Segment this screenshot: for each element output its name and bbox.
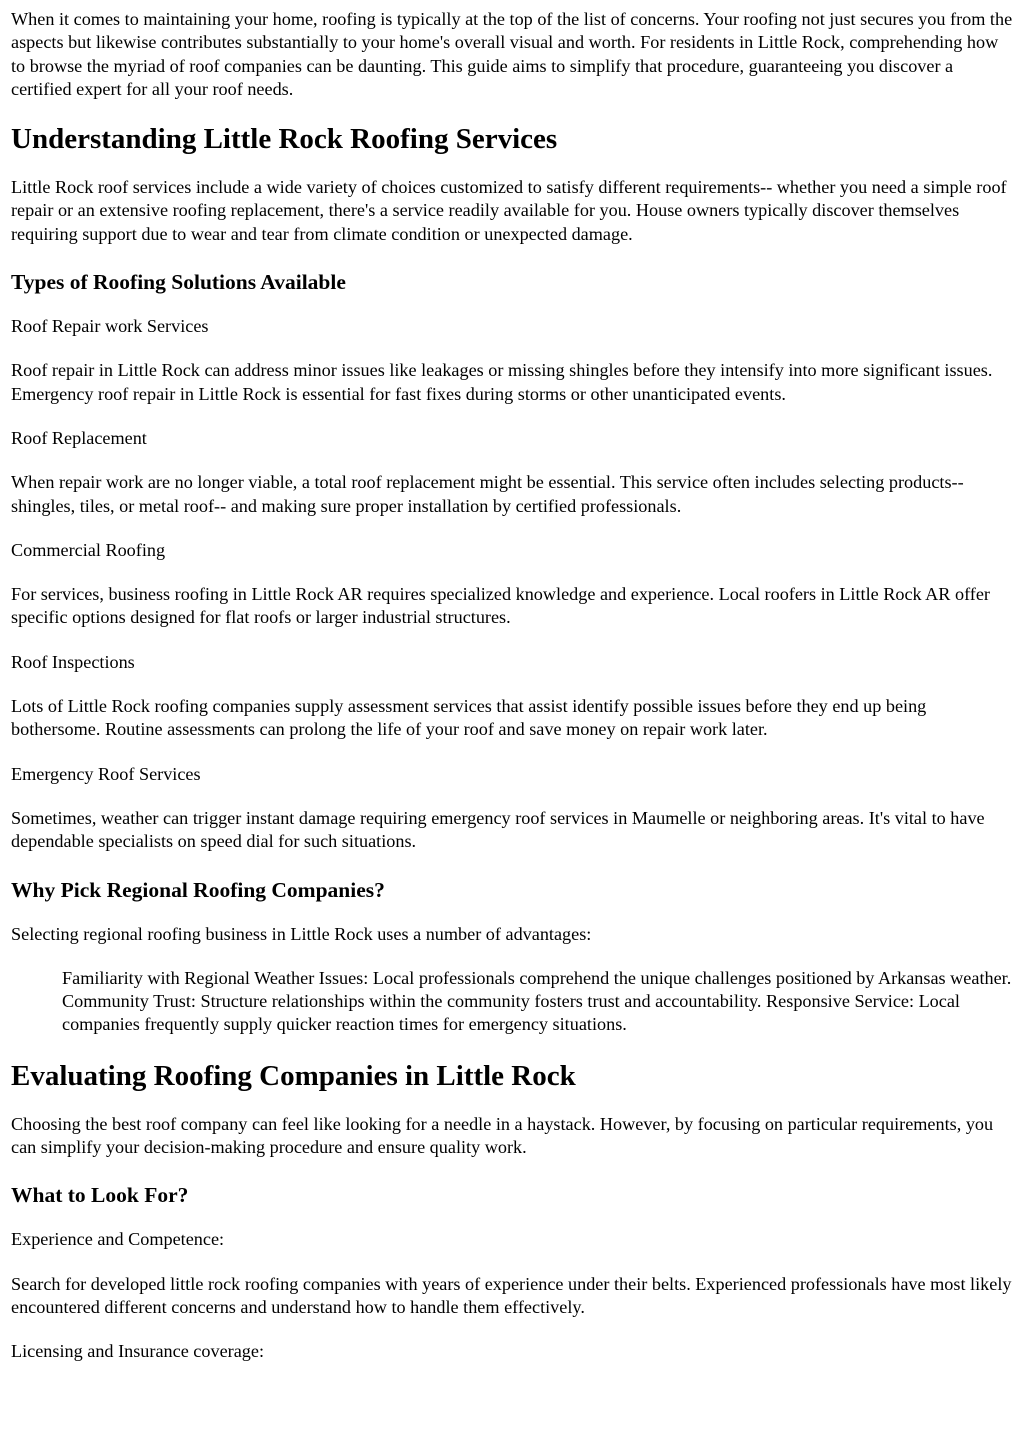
service-title-repair: Roof Repair work Services	[11, 316, 209, 337]
evaluating-paragraph: Choosing the best roof company can feel like looking for a needle in a haystack. However, by focusing on particular requirements, you can simplify your decision-making procedure and ensure quality work.	[11, 1113, 994, 1158]
section-heading-evaluating: Evaluating Roofing Companies in Little Rock	[11, 1059, 576, 1092]
why-local-intro: Selecting regional roofing business in Little Rock uses a number of advantages:	[11, 923, 592, 944]
criteria-text-experience: Search for developed little rock roofing companies with years of experience under their belts. Experienced professionals have most likely encountered different concerns and understand how to handle them effectively.	[11, 1273, 1012, 1317]
service-title-replacement: Roof Replacement	[11, 427, 147, 448]
service-text-commercial: For services, business roofing in Little Rock AR requires specialized knowledge and experience. Local roofers in Little Rock AR offer specific options designed for flat roofs or larger industrial structures.	[11, 584, 990, 628]
subheading-types: Types of Roofing Solutions Available	[11, 270, 346, 295]
advantage-item: Community Trust: Structure relationships within the community fosters trust and accountability.	[62, 991, 762, 1012]
service-text-replacement: When repair work are no longer viable, a total roof replacement might be essential. This service often includes selecting products-- shingles, tiles, or metal roof-- and making sure proper installation by certified professionals.	[11, 472, 964, 516]
service-title-emergency: Emergency Roof Services	[11, 763, 201, 784]
subheading-why-local: Why Pick Regional Roofing Companies?	[11, 877, 385, 902]
service-text-repair: Roof repair in Little Rock can address minor issues like leakages or missing shingles before they intensify into more significant issues. Emergency roof repair in Little Rock is essential for fast fixes during storms or other unanticipated events.	[11, 360, 993, 404]
advantages-list	[11, 967, 1014, 1037]
advantage-item: Familiarity with Regional Weather Issues: Local professionals comprehend the unique challenges positioned by Arkansas weather.	[62, 967, 1012, 988]
service-title-commercial: Commercial Roofing	[11, 539, 166, 560]
section-heading-services: Understanding Little Rock Roofing Services	[11, 123, 558, 156]
subheading-what-to-look-for: What to Look For?	[11, 1183, 189, 1208]
criteria-title-experience: Experience and Competence:	[11, 1229, 225, 1250]
service-text-emergency: Sometimes, weather can trigger instant damage requiring emergency roof services in Maumelle or neighboring areas. It's vital to have dependable specialists on speed dial for such situations.	[11, 807, 985, 852]
service-title-inspections: Roof Inspections	[11, 651, 135, 672]
criteria-title-licensing: Licensing and Insurance coverage:	[11, 1341, 264, 1362]
advantage-item: Responsive Service: Local companies frequently supply quicker reaction times for emergency situations.	[62, 991, 960, 1035]
intro-paragraph: When it comes to maintaining your home, roofing is typically at the top of the list of concerns. Your roofing not just secures you from the aspects but likewise contributes substantially to your home's overall visual and worth. For residents in Little Rock, comprehending how to browse the myriad of roof companies can be daunting. This guide aims to simplify that procedure, guaranteeing you discover a certified expert for all your roof needs.	[11, 9, 1013, 99]
services-paragraph: Little Rock roof services include a wide variety of choices customized to satisfy different requirements-- whether you need a simple roof repair or an extensive roofing replacement, there's a service readily available for you. House owners typically discover themselves requiring support due to wear and tear from climate condition or unexpected damage.	[11, 177, 1007, 244]
service-text-inspections: Lots of Little Rock roofing companies supply assessment services that assist identify possible issues before they end up being bothersome. Routine assessments can prolong the life of your roof and save money on repair work later.	[11, 696, 927, 740]
